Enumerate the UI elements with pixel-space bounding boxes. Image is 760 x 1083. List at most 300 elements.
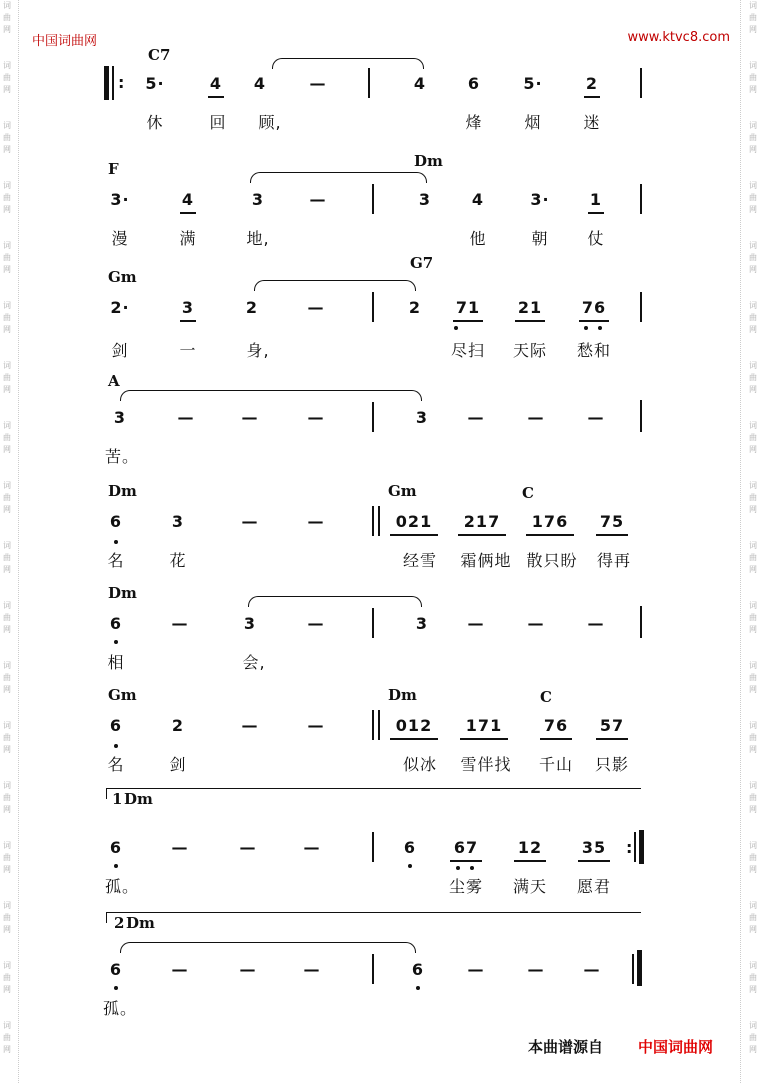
watermark-char: 网 xyxy=(749,25,757,34)
note: 67 xyxy=(453,838,479,857)
lyric: 剑 xyxy=(111,341,129,360)
barline xyxy=(372,506,374,536)
dash-extender: — xyxy=(307,298,325,317)
watermark-char: 曲 xyxy=(749,973,757,982)
dash-extender: — xyxy=(527,614,545,633)
watermark-char: 词 xyxy=(749,841,757,850)
watermark-char: 曲 xyxy=(749,553,757,562)
dash-extender: — xyxy=(307,716,325,735)
lyric: 愿君 xyxy=(576,877,612,896)
slur-arc xyxy=(250,172,427,183)
dash-extender: — xyxy=(303,960,321,979)
lyric: 身, xyxy=(246,341,270,360)
dash-extender: — xyxy=(527,960,545,979)
watermark-char: 网 xyxy=(3,565,11,574)
dash-extender: — xyxy=(583,960,601,979)
note: 6 xyxy=(467,74,481,93)
watermark-char: 词 xyxy=(749,121,757,130)
note: 4 xyxy=(253,74,267,93)
dash-extender: — xyxy=(307,614,325,633)
watermark-char: 词 xyxy=(3,1021,11,1030)
underline-beam xyxy=(390,534,438,536)
underline-beam xyxy=(180,212,196,214)
watermark-char: 网 xyxy=(3,625,11,634)
lyric: 孤。 xyxy=(102,999,138,1018)
watermark-char: 曲 xyxy=(749,673,757,682)
dash-extender: — xyxy=(467,614,485,633)
watermark-char: 词 xyxy=(749,421,757,430)
underline-beam xyxy=(596,534,628,536)
watermark-char: 曲 xyxy=(3,253,11,262)
barline xyxy=(372,832,374,862)
slur-arc xyxy=(120,942,416,953)
underline-beam xyxy=(460,738,508,740)
dash-extender: — xyxy=(241,512,259,531)
dash-extender: — xyxy=(527,408,545,427)
barline xyxy=(372,710,374,740)
dash-extender: — xyxy=(303,838,321,857)
watermark-char: 词 xyxy=(3,481,11,490)
lyric: 仗 xyxy=(587,229,605,248)
note: 3 xyxy=(113,408,127,427)
low-octave-dot xyxy=(598,326,602,330)
watermark-char: 网 xyxy=(3,865,11,874)
lyric: 地, xyxy=(246,229,270,248)
barline xyxy=(634,832,636,862)
watermark-char: 网 xyxy=(749,145,757,154)
watermark-char: 网 xyxy=(749,985,757,994)
lyric: 漫 xyxy=(111,229,129,248)
lyric: 愁和 xyxy=(576,341,612,360)
underline-beam xyxy=(450,860,482,862)
watermark-char: 网 xyxy=(749,625,757,634)
slur-arc xyxy=(254,280,416,291)
watermark-char: 曲 xyxy=(749,1033,757,1042)
left-margin-line xyxy=(18,0,19,1083)
barline xyxy=(372,608,374,638)
slur-arc xyxy=(248,596,422,607)
slur-arc xyxy=(120,390,422,401)
lyric: 千山 xyxy=(538,755,574,774)
note: 3 xyxy=(181,298,195,317)
watermark-char: 曲 xyxy=(749,373,757,382)
chord-symbol: A xyxy=(108,372,120,390)
watermark-char: 网 xyxy=(749,85,757,94)
watermark-char: 网 xyxy=(749,205,757,214)
underline-beam xyxy=(180,320,196,322)
note: 12 xyxy=(517,838,543,857)
lyric: 花 xyxy=(169,551,187,570)
watermark-char: 曲 xyxy=(749,73,757,82)
chord-symbol: Gm xyxy=(388,482,417,500)
note: 2 xyxy=(171,716,185,735)
note: 1 xyxy=(589,190,603,209)
site-name-header[interactable]: 中国词曲网 xyxy=(32,34,98,49)
watermark-char: 词 xyxy=(3,721,11,730)
low-octave-dot xyxy=(114,744,118,748)
lyric: 霜俩地 xyxy=(460,551,512,570)
watermark-char: 词 xyxy=(749,961,757,970)
watermark-char: 词 xyxy=(3,781,11,790)
watermark-char: 曲 xyxy=(749,853,757,862)
low-octave-dot xyxy=(584,326,588,330)
lyric: 他 xyxy=(469,229,487,248)
watermark-char: 网 xyxy=(3,805,11,814)
chord-symbol: Dm xyxy=(126,914,155,932)
watermark-char: 曲 xyxy=(749,313,757,322)
note: 217 xyxy=(463,512,501,531)
lyric: 孤。 xyxy=(104,877,140,896)
watermark-char: 网 xyxy=(3,145,11,154)
note: 3 xyxy=(243,614,257,633)
note: 76 xyxy=(543,716,569,735)
barline xyxy=(372,402,374,432)
dash-extender: — xyxy=(307,408,325,427)
watermark-char: 曲 xyxy=(749,433,757,442)
underline-beam xyxy=(515,320,545,322)
dash-extender: — xyxy=(309,190,327,209)
underline-beam xyxy=(458,534,506,536)
lyric: 名 xyxy=(107,755,125,774)
watermark-char: 曲 xyxy=(3,973,11,982)
watermark-char: 曲 xyxy=(3,1033,11,1042)
lyric: 烟 xyxy=(524,113,542,132)
watermark-char: 网 xyxy=(3,265,11,274)
lyric: 剑 xyxy=(169,755,187,774)
chord-symbol: Dm xyxy=(414,152,443,170)
repeat-dots: : xyxy=(118,73,125,92)
watermark-char: 网 xyxy=(3,25,11,34)
watermark-char: 曲 xyxy=(3,373,11,382)
lyric: 回 xyxy=(209,113,227,132)
chord-symbol: Dm xyxy=(108,584,137,602)
watermark-char: 曲 xyxy=(749,193,757,202)
lyric: 朝 xyxy=(531,229,549,248)
note: 6 xyxy=(109,960,123,979)
watermark-char: 网 xyxy=(3,85,11,94)
barline xyxy=(378,506,380,536)
lyric: 得再 xyxy=(596,551,632,570)
note: 3 xyxy=(418,190,432,209)
watermark-char: 词 xyxy=(3,961,11,970)
watermark-char: 网 xyxy=(3,745,11,754)
note: 57 xyxy=(599,716,625,735)
source-label: 本曲谱源自 xyxy=(528,1038,604,1056)
lyric: 满天 xyxy=(512,877,548,896)
watermark-char: 曲 xyxy=(3,493,11,502)
note: 2 xyxy=(585,74,599,93)
note: 6 xyxy=(109,512,123,531)
watermark-char: 词 xyxy=(749,61,757,70)
watermark-char: 词 xyxy=(3,421,11,430)
watermark-char: 网 xyxy=(749,265,757,274)
note: 4 xyxy=(471,190,485,209)
low-octave-dot xyxy=(470,866,474,870)
repeat-end-barline xyxy=(639,830,644,864)
note: 4 xyxy=(413,74,427,93)
dash-extender: — xyxy=(177,408,195,427)
barline xyxy=(640,400,642,432)
note: 3· xyxy=(530,190,550,209)
watermark-char: 词 xyxy=(749,481,757,490)
watermark-char: 曲 xyxy=(749,613,757,622)
watermark-char: 词 xyxy=(3,61,11,70)
dash-extender: — xyxy=(239,960,257,979)
dash-extender: — xyxy=(241,408,259,427)
note: 176 xyxy=(531,512,569,531)
note: 2 xyxy=(408,298,422,317)
watermark-char: 曲 xyxy=(3,193,11,202)
watermark-char: 词 xyxy=(3,1,11,10)
watermark-char: 词 xyxy=(749,301,757,310)
watermark-char: 网 xyxy=(3,385,11,394)
dash-extender: — xyxy=(307,512,325,531)
right-margin-line xyxy=(740,0,741,1083)
second-ending-bracket xyxy=(106,912,641,923)
watermark-char: 网 xyxy=(749,565,757,574)
lyric: 雪伴找 xyxy=(460,755,512,774)
low-octave-dot xyxy=(114,640,118,644)
barline xyxy=(378,710,380,740)
underline-beam xyxy=(579,320,609,322)
note: 4 xyxy=(181,190,195,209)
note: 4 xyxy=(209,74,223,93)
watermark-char: 曲 xyxy=(749,13,757,22)
watermark-char: 网 xyxy=(749,925,757,934)
dash-extender: — xyxy=(467,960,485,979)
note: 6 xyxy=(403,838,417,857)
watermark-char: 网 xyxy=(749,325,757,334)
watermark-char: 曲 xyxy=(3,913,11,922)
watermark-char: 网 xyxy=(3,685,11,694)
watermark-char: 网 xyxy=(749,865,757,874)
lyric: 迷 xyxy=(583,113,601,132)
watermark-char: 曲 xyxy=(749,253,757,262)
second-ending-number: 2 xyxy=(114,914,125,932)
chord-symbol: Dm xyxy=(388,686,417,704)
watermark-char: 曲 xyxy=(3,133,11,142)
underline-beam xyxy=(208,96,224,98)
watermark-char: 网 xyxy=(3,1045,11,1054)
watermark-char: 词 xyxy=(3,661,11,670)
low-octave-dot xyxy=(408,864,412,868)
lyric: 名 xyxy=(107,551,125,570)
low-octave-dot xyxy=(114,864,118,868)
watermark-char: 曲 xyxy=(749,793,757,802)
dash-extender: — xyxy=(171,960,189,979)
watermark-char: 曲 xyxy=(749,493,757,502)
chord-symbol: C xyxy=(522,484,534,502)
lyric: 尘雾 xyxy=(448,877,484,896)
watermark-char: 网 xyxy=(3,205,11,214)
watermark-char: 词 xyxy=(749,901,757,910)
lyric: 经雪 xyxy=(402,551,438,570)
chord-symbol: F xyxy=(108,160,119,178)
watermark-char: 曲 xyxy=(3,433,11,442)
lyric: 只影 xyxy=(594,755,630,774)
note: 021 xyxy=(395,512,433,531)
underline-beam xyxy=(588,212,604,214)
barline xyxy=(368,68,370,98)
note: 3· xyxy=(110,190,130,209)
underline-beam xyxy=(514,860,546,862)
watermark-char: 词 xyxy=(3,181,11,190)
lyric: 似冰 xyxy=(402,755,438,774)
site-url-header[interactable]: www.ktvc8.com xyxy=(627,30,730,45)
watermark-char: 词 xyxy=(3,241,11,250)
watermark-char: 词 xyxy=(3,901,11,910)
source-site-link[interactable]: 中国词曲网 xyxy=(638,1038,714,1056)
underline-beam xyxy=(390,738,438,740)
underline-beam xyxy=(526,534,574,536)
watermark-char: 词 xyxy=(749,721,757,730)
lyric: 会, xyxy=(242,653,266,672)
low-octave-dot xyxy=(114,540,118,544)
watermark-char: 曲 xyxy=(3,793,11,802)
note: 3 xyxy=(171,512,185,531)
watermark-char: 网 xyxy=(3,925,11,934)
dash-extender: — xyxy=(587,614,605,633)
barline xyxy=(640,184,642,214)
chord-symbol: G7 xyxy=(410,254,434,272)
barline xyxy=(372,184,374,214)
underline-beam xyxy=(584,96,600,98)
dash-extender: — xyxy=(309,74,327,93)
lyric: 一 xyxy=(179,341,197,360)
watermark-char: 曲 xyxy=(3,13,11,22)
note: 5· xyxy=(145,74,165,93)
chord-symbol: C7 xyxy=(148,46,171,64)
watermark-char: 词 xyxy=(749,781,757,790)
watermark-char: 词 xyxy=(749,541,757,550)
watermark-char: 曲 xyxy=(749,913,757,922)
chord-symbol: Dm xyxy=(108,482,137,500)
barline xyxy=(640,606,642,638)
dash-extender: — xyxy=(171,838,189,857)
note: 6 xyxy=(109,838,123,857)
watermark-char: 词 xyxy=(3,841,11,850)
low-octave-dot xyxy=(456,866,460,870)
barline xyxy=(640,292,642,322)
watermark-char: 网 xyxy=(3,505,11,514)
note: 21 xyxy=(517,298,543,317)
lyric: 苦。 xyxy=(104,447,140,466)
watermark-char: 词 xyxy=(749,661,757,670)
note: 71 xyxy=(455,298,481,317)
barline xyxy=(632,954,634,984)
watermark-char: 词 xyxy=(749,181,757,190)
note: 76 xyxy=(581,298,607,317)
low-octave-dot xyxy=(454,326,458,330)
final-barline xyxy=(637,950,642,986)
watermark-char: 曲 xyxy=(749,733,757,742)
watermark-char: 曲 xyxy=(3,553,11,562)
first-ending-number: 1 xyxy=(112,790,123,808)
note: 75 xyxy=(599,512,625,531)
watermark-char: 曲 xyxy=(3,313,11,322)
watermark-char: 网 xyxy=(749,805,757,814)
barline xyxy=(372,292,374,322)
lyric: 顾, xyxy=(258,113,282,132)
underline-beam xyxy=(596,738,628,740)
dash-extender: — xyxy=(587,408,605,427)
watermark-char: 曲 xyxy=(3,73,11,82)
watermark-char: 网 xyxy=(3,325,11,334)
dash-extender: — xyxy=(467,408,485,427)
note: 012 xyxy=(395,716,433,735)
watermark-char: 网 xyxy=(749,445,757,454)
slur-arc xyxy=(272,58,424,69)
watermark-char: 网 xyxy=(3,985,11,994)
chord-symbol: Dm xyxy=(124,790,153,808)
watermark-char: 词 xyxy=(749,241,757,250)
watermark-char: 曲 xyxy=(3,613,11,622)
chord-symbol: Gm xyxy=(108,686,137,704)
lyric: 烽 xyxy=(465,113,483,132)
repeat-start-barline xyxy=(104,66,109,100)
watermark-char: 词 xyxy=(3,541,11,550)
note: 3 xyxy=(415,614,429,633)
barline xyxy=(372,954,374,984)
underline-beam xyxy=(578,860,610,862)
underline-beam xyxy=(540,738,572,740)
watermark-char: 曲 xyxy=(3,733,11,742)
note: 3 xyxy=(415,408,429,427)
watermark-char: 曲 xyxy=(749,133,757,142)
note: 171 xyxy=(465,716,503,735)
barline xyxy=(112,66,114,100)
first-ending-bracket xyxy=(106,788,641,799)
chord-symbol: C xyxy=(540,688,552,706)
lyric: 满 xyxy=(179,229,197,248)
watermark-char: 网 xyxy=(749,505,757,514)
note: 6 xyxy=(109,614,123,633)
left-watermark-column xyxy=(0,0,14,1083)
dash-extender: — xyxy=(239,838,257,857)
watermark-char: 词 xyxy=(3,361,11,370)
watermark-char: 词 xyxy=(3,121,11,130)
watermark-char: 网 xyxy=(749,385,757,394)
dash-extender: — xyxy=(171,614,189,633)
right-watermark-column xyxy=(746,0,760,1083)
repeat-dots: : xyxy=(626,838,633,857)
watermark-char: 曲 xyxy=(3,673,11,682)
lyric: 休 xyxy=(146,113,164,132)
watermark-char: 词 xyxy=(749,1,757,10)
watermark-char: 词 xyxy=(749,1021,757,1030)
note: 2 xyxy=(245,298,259,317)
note: 35 xyxy=(581,838,607,857)
lyric: 相 xyxy=(107,653,125,672)
watermark-char: 词 xyxy=(749,361,757,370)
watermark-char: 曲 xyxy=(3,853,11,862)
note: 2· xyxy=(110,298,130,317)
low-octave-dot xyxy=(416,986,420,990)
barline xyxy=(640,68,642,98)
underline-beam xyxy=(453,320,483,322)
lyric: 天际 xyxy=(512,341,548,360)
chord-symbol: Gm xyxy=(108,268,137,286)
note: 6 xyxy=(109,716,123,735)
watermark-char: 网 xyxy=(3,445,11,454)
watermark-char: 网 xyxy=(749,745,757,754)
note: 5· xyxy=(523,74,543,93)
lyric: 尽扫 xyxy=(450,341,486,360)
note: 3 xyxy=(251,190,265,209)
watermark-char: 词 xyxy=(3,601,11,610)
watermark-char: 词 xyxy=(3,301,11,310)
dash-extender: — xyxy=(241,716,259,735)
